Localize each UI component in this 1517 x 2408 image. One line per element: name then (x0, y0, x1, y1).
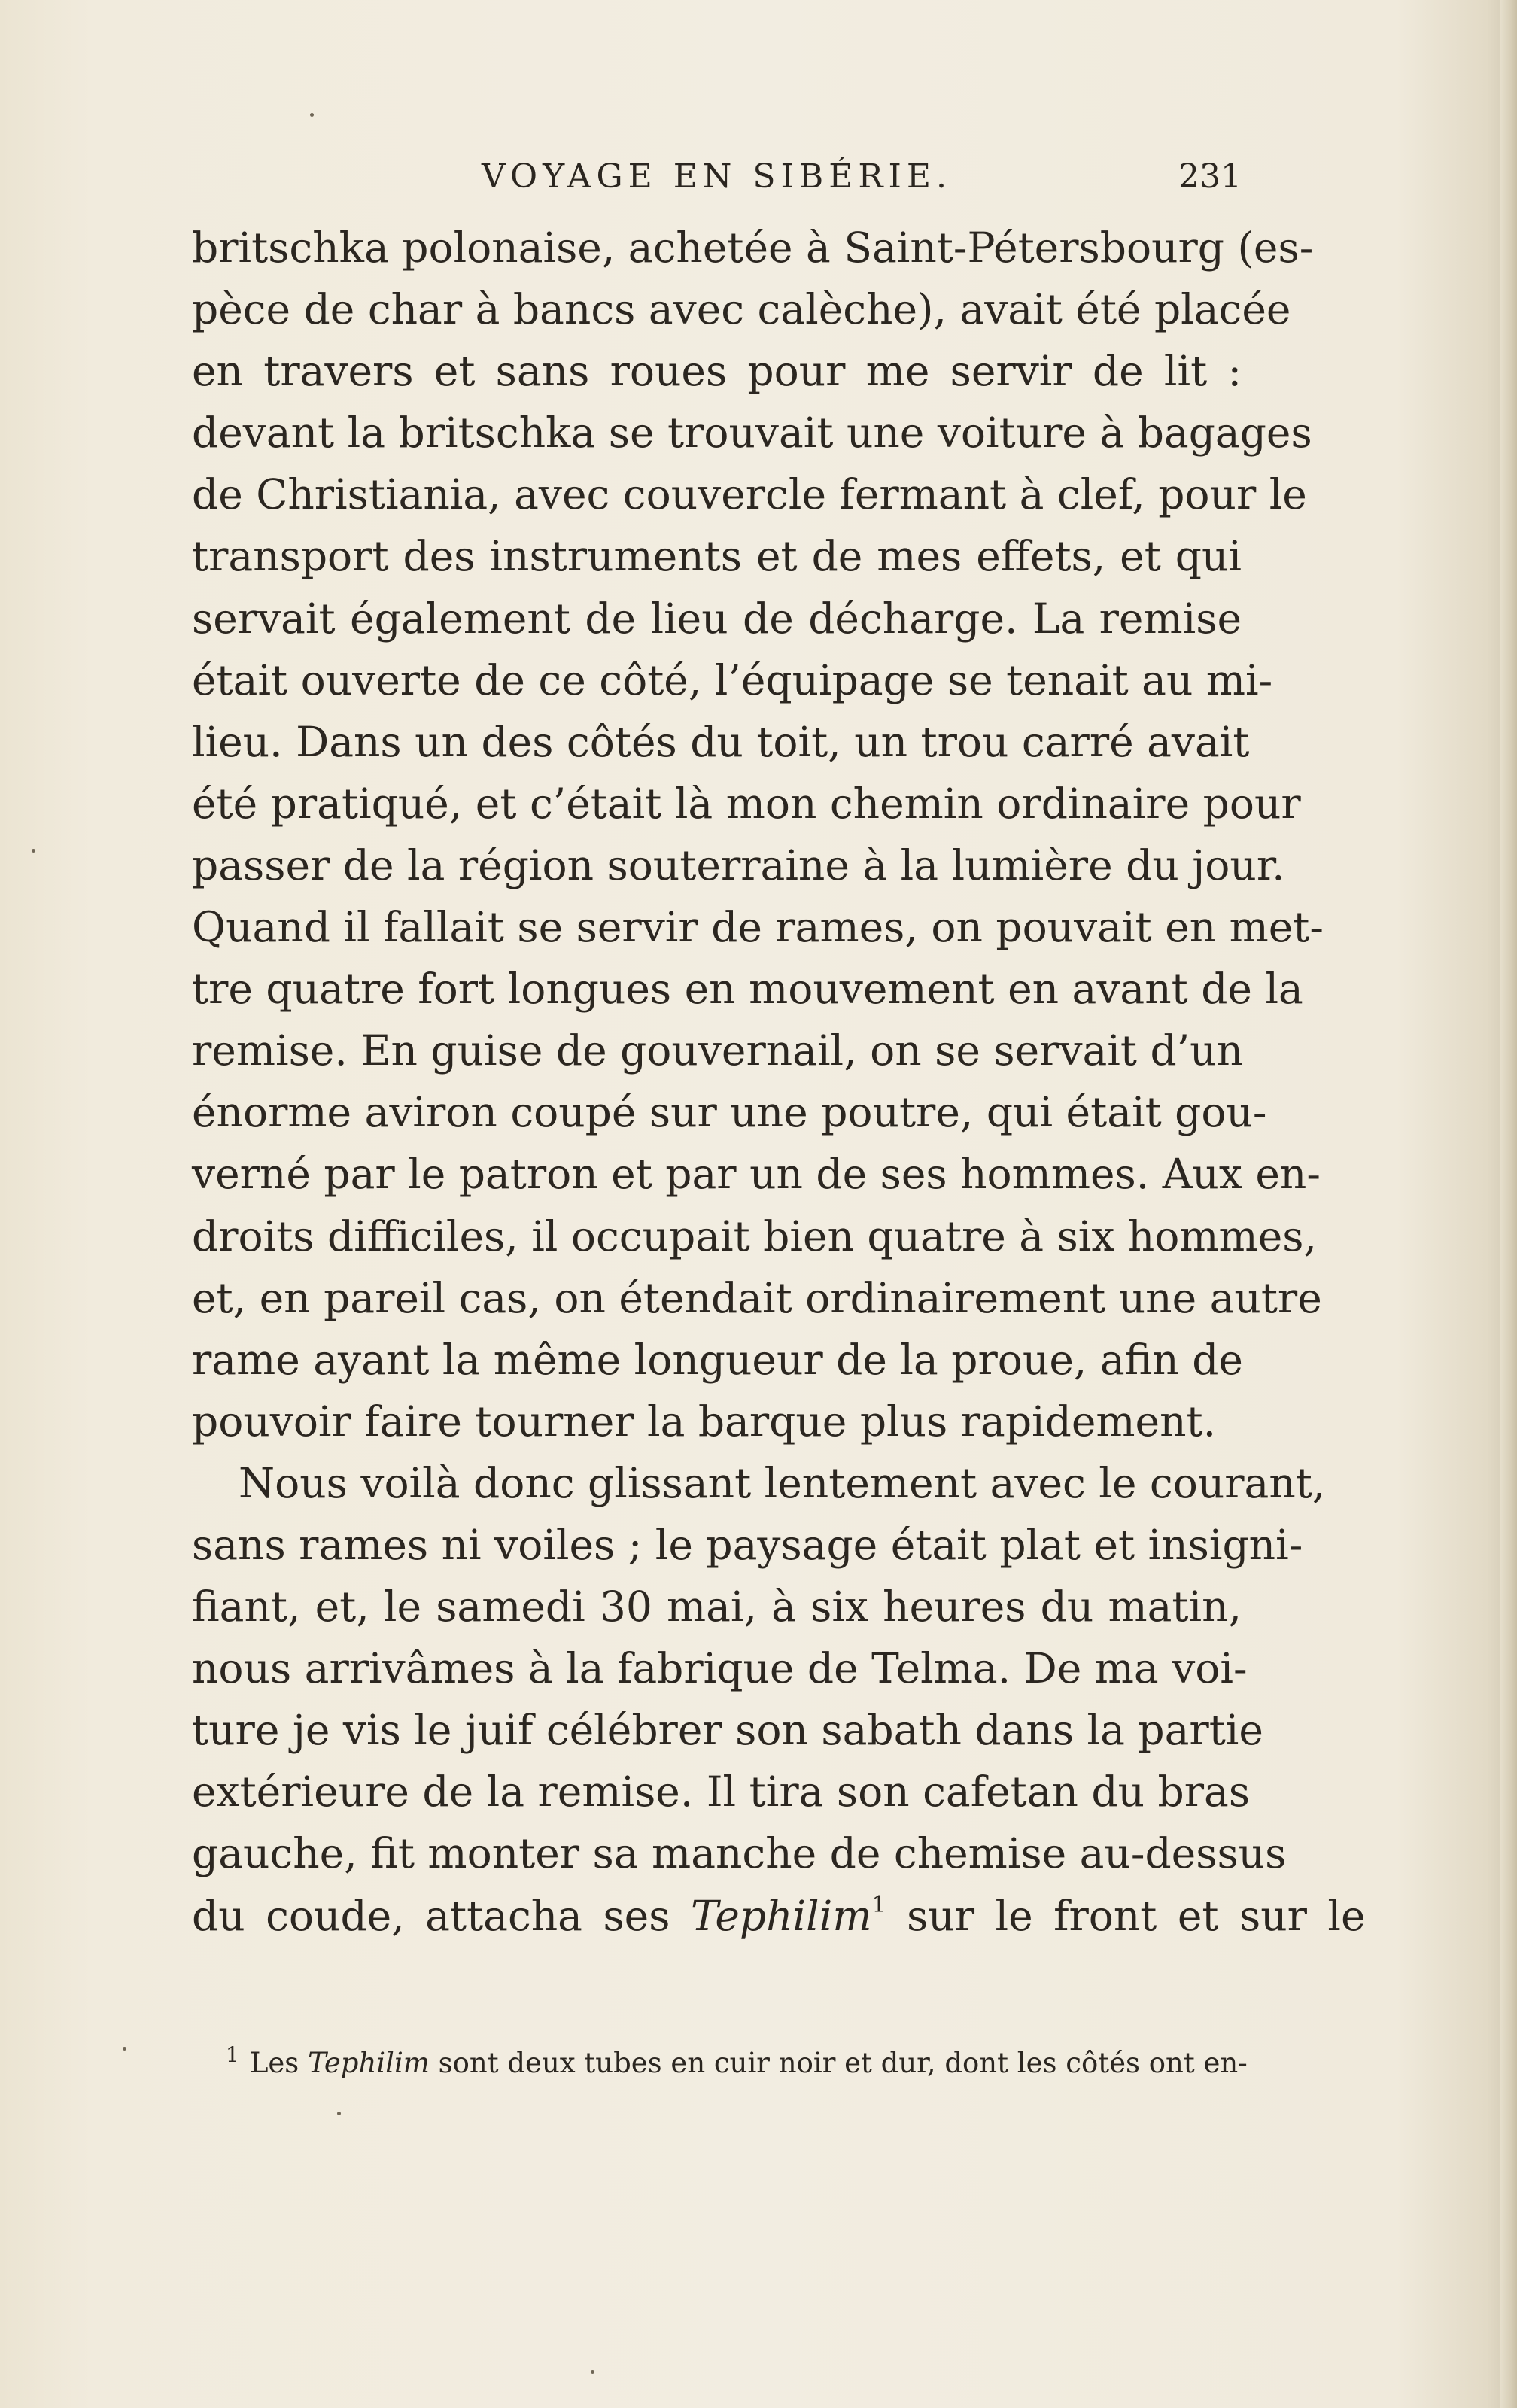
text-line: servait également de lieu de décharge. La remise (192, 594, 1242, 643)
text-line: sans rames ni voiles ; le paysage était plat et insigni- (192, 1520, 1303, 1569)
text-line: ture je vis le juif célébrer son sabath dans la partie (192, 1706, 1263, 1755)
text-line: droits difficiles, il occupait bien quatre à six hommes, (192, 1212, 1317, 1260)
text-segment: sur le front et sur le (907, 1891, 1366, 1940)
page-edge-shadow (1500, 0, 1517, 2408)
footnote (226, 2041, 1248, 2086)
text-line: transport des instruments et de mes effets, et qui (192, 532, 1242, 581)
text-line: pouvoir faire tourner la barque plus rapidement. (192, 1397, 1217, 1446)
paper-speck (337, 2112, 341, 2115)
text-line-with-note (192, 1885, 1366, 1947)
text-line: et, en pareil cas, on étendait ordinairement une autre (192, 1273, 1322, 1322)
paper-speck (32, 849, 35, 853)
text-line: été pratiqué, et c’était là mon chemin ordinaire pour (192, 779, 1301, 828)
text-line: extérieure de la remise. Il tira son cafetan du bras (192, 1768, 1251, 1817)
running-head (192, 150, 1242, 203)
paragraph-first-line: Nous voilà donc glissant lentement avec le courant, (239, 1458, 1326, 1507)
paper-speck (123, 2047, 126, 2051)
text-line: énorme aviron coupé sur une poutre, qui était gou- (192, 1088, 1267, 1137)
footnote-text: Les (249, 2047, 299, 2079)
paper-speck (310, 113, 314, 117)
text-line: britschka polonaise, achetée à Saint-Pétersbourg (es- (192, 223, 1314, 272)
text-segment: du coude, attacha ses (192, 1891, 670, 1940)
footnote-reference: 1 (871, 1891, 886, 1918)
text-line: Quand il fallait se servir de rames, on pouvait en met- (192, 903, 1324, 952)
text-line: devant la britschka se trouvait une voiture à bagages (192, 409, 1312, 458)
footnote-mark: 1 (226, 2042, 239, 2067)
text-line: de Christiania, avec couvercle fermant à clef, pour le (192, 470, 1307, 519)
text-line: rame ayant la même longueur de la proue, afin de (192, 1335, 1243, 1384)
text-line: en travers et sans roues pour me servir de lit : (192, 347, 1242, 396)
italic-term: Tephilim (690, 1891, 872, 1940)
text-line: lieu. Dans un des côtés du toit, un trou carré avait (192, 717, 1250, 766)
text-line: verné par le patron et par un de ses hommes. Aux en- (192, 1150, 1321, 1199)
text-line: nous arrivâmes à la fabrique de Telma. De ma voi- (192, 1644, 1248, 1693)
footnote-text: sont deux tubes en cuir noir et dur, dont les côtés ont en- (438, 2047, 1248, 2079)
text-line: fiant, et, le samedi 30 mai, à six heures du matin, (192, 1583, 1242, 1631)
text-line: remise. En guise de gouvernail, on se servait d’un (192, 1026, 1244, 1075)
text-line: gauche, fit monter sa manche de chemise au-dessus (192, 1829, 1287, 1878)
body-text (192, 217, 1366, 1947)
text-line: était ouverte de ce côté, l’équipage se tenait au mi- (192, 655, 1273, 704)
text-line: passer de la région souterraine à la lumière du jour. (192, 841, 1285, 889)
page-number: 231 (1178, 157, 1242, 196)
paper-speck (591, 2370, 594, 2374)
running-title: VOYAGE EN SIBÉRIE. (482, 157, 952, 196)
footnote-italic-term: Tephilim (308, 2047, 430, 2079)
text-line: pèce de char à bancs avec calèche), avait été placée (192, 285, 1291, 334)
text-line: tre quatre fort longues en mouvement en avant de la (192, 965, 1303, 1014)
